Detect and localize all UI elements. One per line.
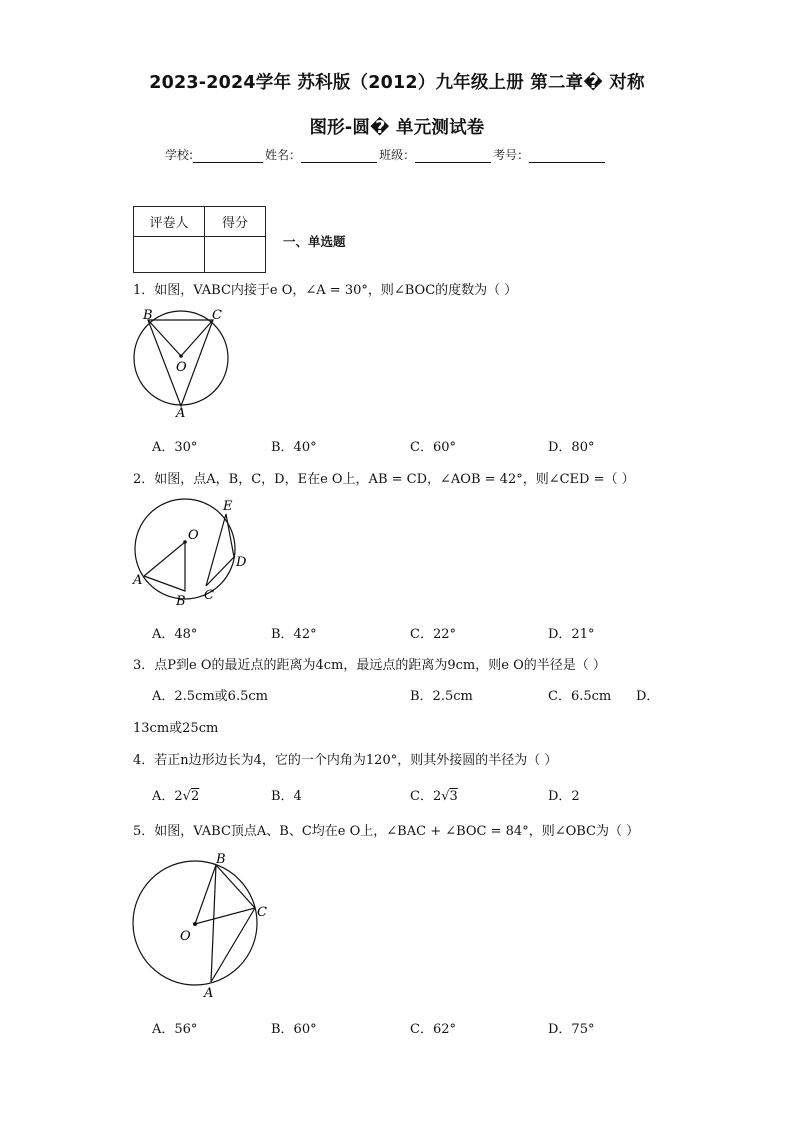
question-2-option-b[interactable]: B．42° [271,627,317,642]
center-point [193,922,197,926]
question-1-stem: 1．如图，VABC内接于e O，∠A = 30°，则∠BOC的度数为（ ） [133,283,518,298]
option-a-radicand: 2 [190,789,200,804]
option-a-coefficient: A．2 [152,789,183,804]
question-2-stem: 2．如图，点A，B，C，D，E在e O上，AB = CD，∠AOB = 42°，则∠CED =（ ） [133,472,635,487]
question-4-stem: 4．若正n边形边长为4，它的一个内角为120°，则其外接圆的半径为（ ） [133,753,558,768]
question-5-option-a[interactable]: A．56° [152,1022,198,1037]
label-b: B [143,308,153,323]
question-5-stem: 5．如图，VABC顶点A、B、C均在e O上，∠BAC + ∠BOC = 84°，则∠OBC为（ ） [133,824,640,839]
label-a: A [204,986,214,1000]
name-label: 姓名： [265,148,302,162]
sqrt-sign-icon: √ [441,789,450,804]
question-4-option-c[interactable] [410,785,458,804]
triangle-ced [206,514,234,586]
exam-no-field[interactable] [529,148,605,163]
radii-ob-oc [195,865,255,924]
label-c: C [204,588,214,603]
question-3-option-d-continued[interactable]: 13cm或25cm [133,721,219,736]
question-1-option-c[interactable]: C．60° [410,440,456,455]
student-info-row [165,146,607,163]
question-2-option-c[interactable]: C．22° [410,627,456,642]
center-point [183,540,187,544]
question-1-figure [128,306,236,420]
label-d: D [236,555,247,570]
option-c-radicand: 3 [449,789,458,804]
score-table [133,206,266,273]
question-5-figure [128,848,278,1000]
question-3-option-a[interactable]: A．2.5cm或6.5cm [152,689,268,704]
school-label: 学校: [165,148,194,162]
question-4-option-a[interactable] [152,785,199,804]
question-2-option-d[interactable]: D．21° [548,627,595,642]
label-e: E [223,499,233,514]
center-point [179,354,183,358]
question-3-stem: 3．点P到e O的最近点的距离为4cm，最远点的距离为9cm，则e O的半径是（ ） [133,658,606,673]
class-label: 班级： [379,148,416,162]
question-5-option-d[interactable]: D．75° [548,1022,595,1037]
question-3-option-c[interactable]: C．6.5cm [548,689,612,704]
exam-title-line1: 2023-2024学年 苏科版（2012）九年级上册 第二章� 对称 [149,73,645,93]
label-a: A [133,573,143,588]
triangle-abc [211,865,255,982]
label-c: C [212,308,222,323]
label-b: B [216,852,226,867]
question-3-option-d[interactable]: D． [636,689,660,704]
option-c-coefficient: C．2 [410,789,442,804]
label-o: O [180,929,191,944]
label-o: O [188,528,199,543]
label-o: O [176,360,187,375]
question-1-option-b[interactable]: B．40° [271,440,317,455]
class-field[interactable] [415,148,491,163]
score-header: 得分 [205,207,266,237]
radii-ob-oc [148,320,213,356]
school-field[interactable] [193,148,263,163]
question-4-option-b[interactable]: B．4 [271,789,302,804]
question-1-option-d[interactable]: D．80° [548,440,595,455]
grader-header: 评卷人 [134,207,205,237]
exam-no-label: 考号： [493,148,530,162]
score-cell[interactable] [205,237,266,273]
label-a: A [176,406,186,420]
question-3-option-b[interactable]: B．2.5cm [410,689,473,704]
question-2-option-a[interactable]: A．48° [152,627,198,642]
circle-o [134,311,228,405]
question-4-option-d[interactable]: D．2 [548,789,580,804]
section-title: 一、单选题 [283,234,346,249]
sqrt-sign-icon: √ [182,789,191,804]
question-2-figure [128,494,254,610]
question-1-option-a[interactable]: A．30° [152,440,198,455]
label-b: B [176,594,186,609]
triangle-aob [144,542,185,591]
exam-title-line2: 图形-圆� 单元测试卷 [309,118,485,138]
question-5-option-c[interactable]: C．62° [410,1022,456,1037]
label-c: C [257,905,267,920]
name-field[interactable] [301,148,377,163]
question-5-option-b[interactable]: B．60° [271,1022,317,1037]
grader-cell[interactable] [134,237,205,273]
